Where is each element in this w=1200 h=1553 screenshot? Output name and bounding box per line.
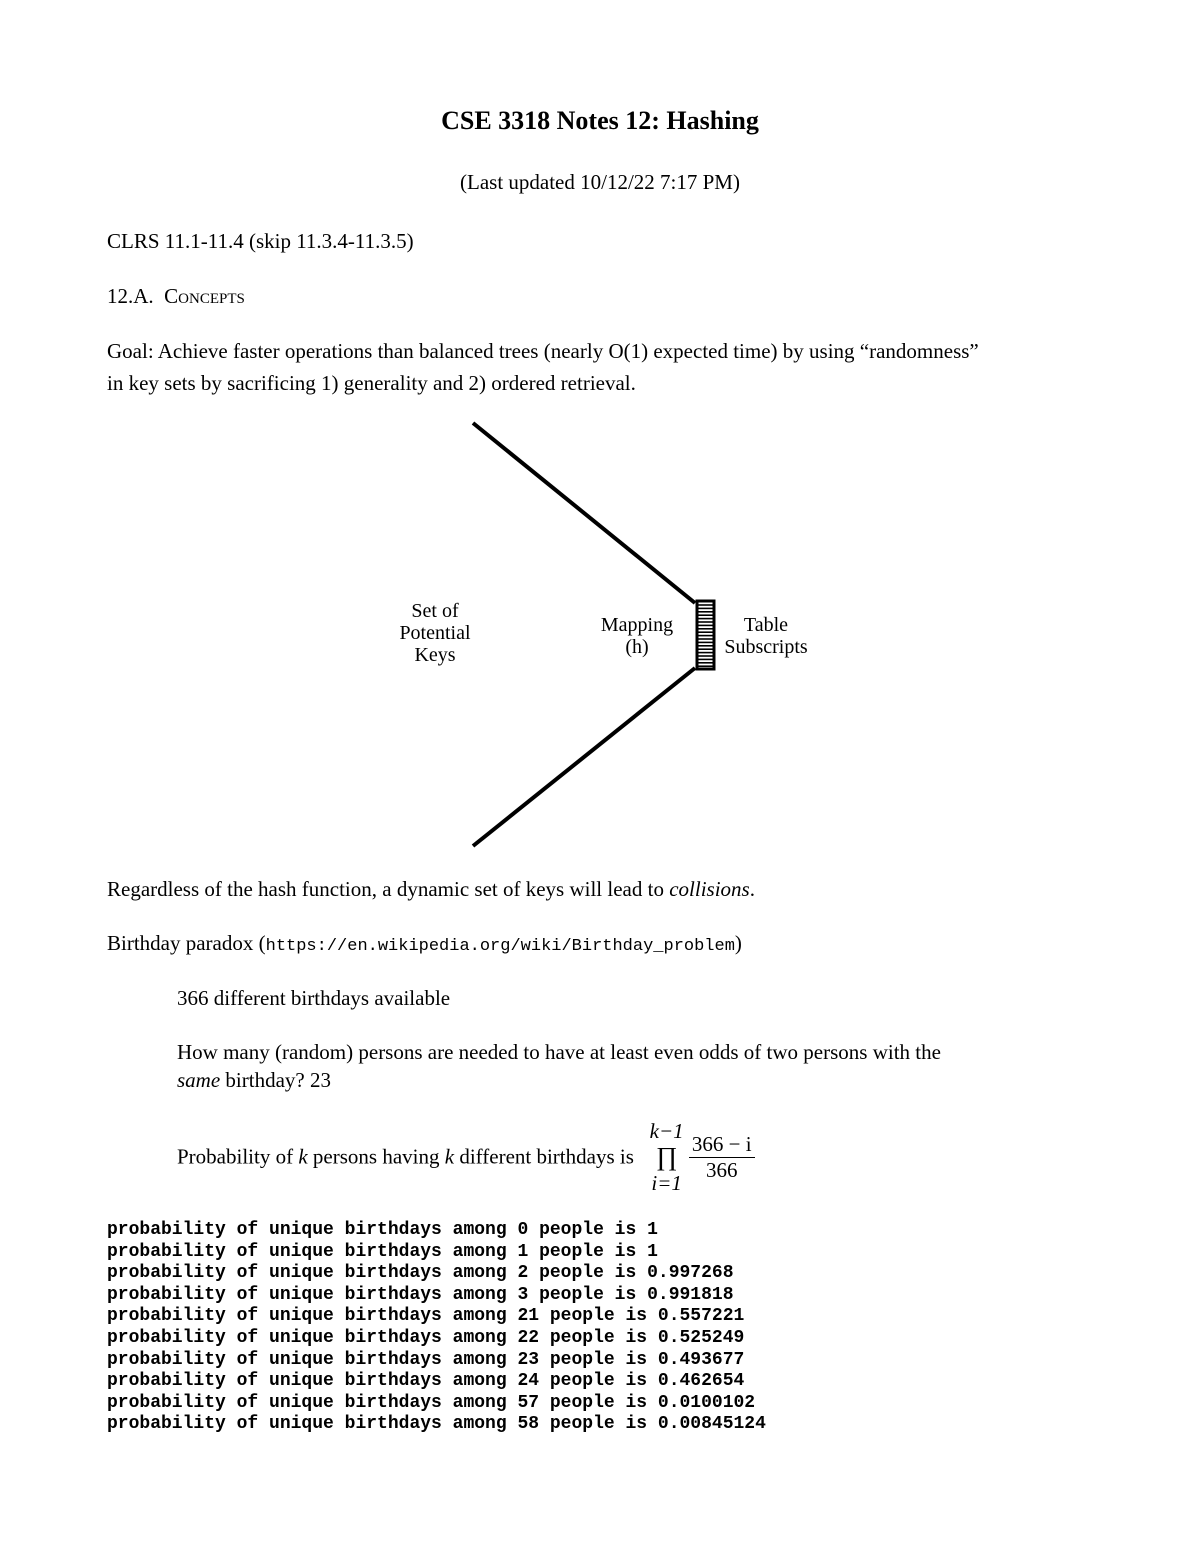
birthdays-available: 366 different birthdays available <box>177 986 451 1010</box>
probability-formula-line <box>177 1118 755 1196</box>
probability-text-b: persons having <box>307 1144 445 1169</box>
collisions-text: Regardless of the hash function, a dynamic set of keys will lead to <box>107 877 670 901</box>
keys-label <box>385 600 485 666</box>
collisions-sentence <box>107 877 755 902</box>
collisions-period: . <box>749 877 755 901</box>
mapping-label-line-2: (h) <box>625 636 649 658</box>
mapping-label-line-1: Mapping <box>600 614 674 636</box>
output-line: probability of unique birthdays among 22 people is 0.525249 <box>107 1327 745 1348</box>
table-label-line-1: Table <box>743 614 789 636</box>
table-label <box>716 614 816 658</box>
question-emphasis: same <box>177 1068 221 1092</box>
probability-text-a: Probability of <box>177 1144 299 1169</box>
page-title: CSE 3318 Notes 12: Hashing <box>441 106 759 135</box>
birthday-paradox-line <box>107 931 742 956</box>
output-line: probability of unique birthdays among 57 people is 0.0100102 <box>107 1392 756 1413</box>
fraction <box>689 1132 755 1183</box>
output-line: probability of unique birthdays among 3 people is 0.991818 <box>107 1284 734 1305</box>
table-label-line-2: Subscripts <box>724 636 808 658</box>
probability-text-c: different birthdays is <box>454 1144 634 1169</box>
goal-text-a: Goal: Achieve faster operations than balanced trees (nearly <box>107 339 609 363</box>
question-rest: birthday? 23 <box>220 1068 331 1092</box>
question-line-1: How many (random) persons are needed to have at least even odds of two persons with the <box>177 1040 941 1064</box>
product-symbol: ∏ <box>655 1142 678 1171</box>
output-line: probability of unique birthdays among 23 people is 0.493677 <box>107 1349 745 1370</box>
hash-table-icon <box>697 601 714 669</box>
section-number: 12.A. <box>107 284 154 308</box>
output-line: probability of unique birthdays among 21 people is 0.557221 <box>107 1306 745 1327</box>
birthday-suffix: ) <box>734 931 742 955</box>
lower-funnel-line <box>473 668 695 846</box>
variable-k: k <box>298 1144 308 1169</box>
output-line: probability of unique birthdays among 0 people is 1 <box>107 1220 658 1240</box>
last-updated: (Last updated 10/12/22 7:17 PM) <box>460 170 740 194</box>
reading-reference: CLRS 11.1-11.4 (skip 11.3.4-11.3.5) <box>107 229 414 253</box>
question-line-2 <box>177 1068 331 1093</box>
program-output <box>107 1220 766 1436</box>
product-lower-bound: i=1 <box>651 1171 682 1195</box>
section-name: Concepts <box>164 284 245 308</box>
output-line: probability of unique birthdays among 24 people is 0.462654 <box>107 1371 745 1392</box>
output-line: probability of unique birthdays among 1 people is 1 <box>107 1241 658 1262</box>
fraction-numerator: 366 − i <box>689 1132 755 1158</box>
output-line: probability of unique birthdays among 2 people is 0.997268 <box>107 1263 734 1284</box>
mapping-label <box>588 614 686 658</box>
birthday-prefix: Birthday paradox ( <box>107 931 266 955</box>
product-upper-bound: k−1 <box>649 1119 684 1143</box>
product-operator <box>650 1118 684 1196</box>
keys-label-line-3: Keys <box>414 644 456 666</box>
variable-k-2: k <box>444 1144 455 1169</box>
keys-label-line-2: Potential <box>399 622 471 644</box>
probability-text <box>177 1145 634 1169</box>
wikipedia-link[interactable]: https://en.wikipedia.org/wiki/Birthday_problem <box>265 937 735 956</box>
collisions-emphasis: collisions <box>669 877 750 901</box>
goal-line-2: in key sets by sacrificing 1) generality and 2) ordered retrieval. <box>107 371 636 395</box>
goal-text-b: expected time) by using “randomness” <box>648 339 979 363</box>
big-o-notation: O(1) <box>608 339 649 363</box>
fraction-denominator: 366 <box>705 1157 738 1182</box>
keys-label-line-1: Set of <box>411 600 459 622</box>
output-line: probability of unique birthdays among 58 people is 0.00845124 <box>107 1414 766 1435</box>
upper-funnel-line <box>473 423 695 603</box>
